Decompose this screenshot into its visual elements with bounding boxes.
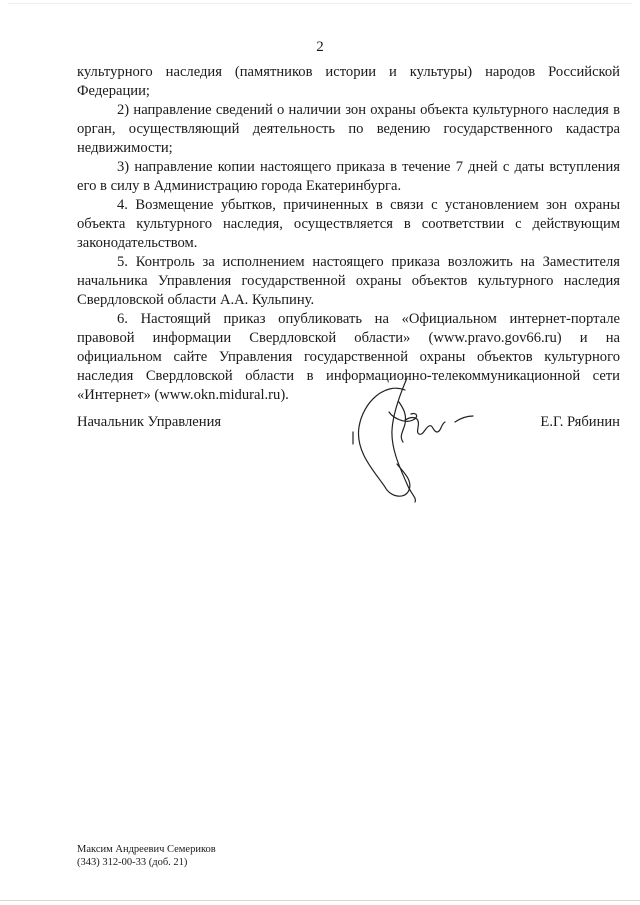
scan-edge-line — [8, 3, 632, 4]
document-body — [77, 63, 620, 405]
executor-name: Максим Андреевич Семериков — [77, 844, 216, 855]
executor-info — [77, 843, 216, 869]
paragraph-item-2: 2) направление сведений о наличии зон охраны объекта культурного наследия в орган, осуществляющий деятельность по ведению государственного кадастра недвижимости; — [77, 102, 620, 156]
signer-name: Е.Г. Рябинин — [540, 414, 620, 430]
paragraph-item-3: 3) направление копии настоящего приказа в течение 7 дней с даты вступления его в силу в Администрацию города Екатеринбурга. — [77, 159, 620, 194]
paragraph-clause-5: 5. Контроль за исполнением настоящего приказа возложить на Заместителя начальника Управления государственной охраны объектов культурного наследия Свердловской области А.А. Кульпину. — [77, 254, 620, 308]
executor-phone: (343) 312-00-33 (доб. 21) — [77, 857, 188, 868]
signer-title: Начальник Управления — [77, 414, 222, 430]
paragraph-clause-6: 6. Настоящий приказ опубликовать на «Официальном интернет-портале правовой информации Свердловской области» (www.pravo.gov66.ru) и на официальном сайте Управления государственной охраны объектов культурного наследия Свердловской области в информационно-телекоммуникационной сети «Интернет» (www.okn.midural.ru). — [77, 311, 620, 403]
page-number: 2 — [316, 39, 324, 55]
paragraph-clause-4: 4. Возмещение убытков, причиненных в связи с установлением зон охраны объекта культурного наследия, осуществляется в соответствии с действующим законодательством. — [77, 197, 620, 251]
handwritten-signature — [345, 372, 480, 507]
paragraph-continuation: культурного наследия (памятников истории и культуры) народов Российской Федерации; — [77, 64, 620, 99]
scan-bottom-edge — [0, 900, 640, 901]
